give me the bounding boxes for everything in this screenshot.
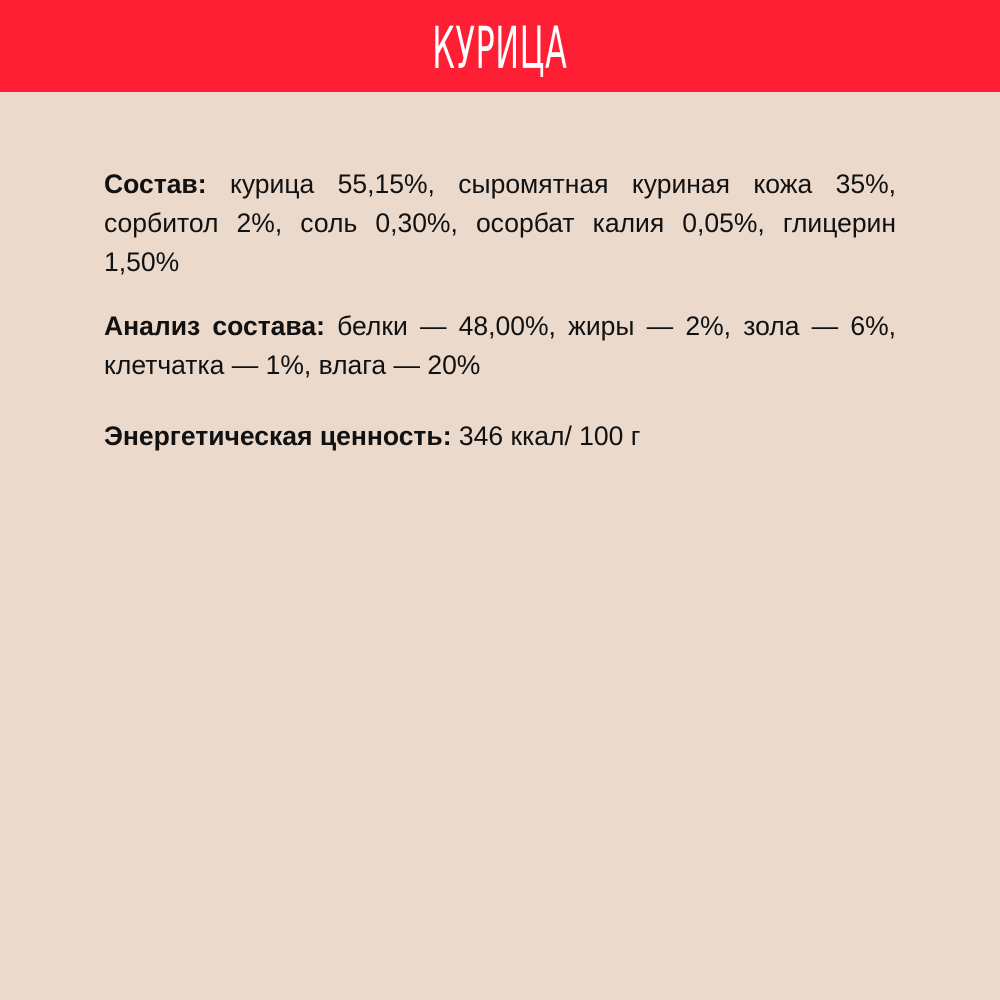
analysis-label: Анализ состава: (104, 311, 325, 341)
composition-label: Состав: (104, 169, 207, 199)
composition-paragraph (104, 165, 896, 282)
analysis-text: белки — 48,00%, жиры — 2%, зола — 6%, клетчатка — 1%, влага — 20% (104, 311, 897, 380)
energy-label: Энергетическая ценность: (104, 421, 452, 451)
energy-paragraph (104, 417, 896, 456)
composition-text: курица 55,15%, сыромятная куриная кожа 35%, сорбитол 2%, соль 0,30%, осорбат калия 0,05%, глицерин 1,50% (104, 169, 896, 277)
header-banner (0, 0, 1000, 92)
page-title: КУРИЦА (432, 14, 568, 82)
product-info (104, 165, 896, 456)
analysis-paragraph (104, 307, 896, 385)
energy-text: 346 ккал/ 100 г (451, 421, 641, 451)
